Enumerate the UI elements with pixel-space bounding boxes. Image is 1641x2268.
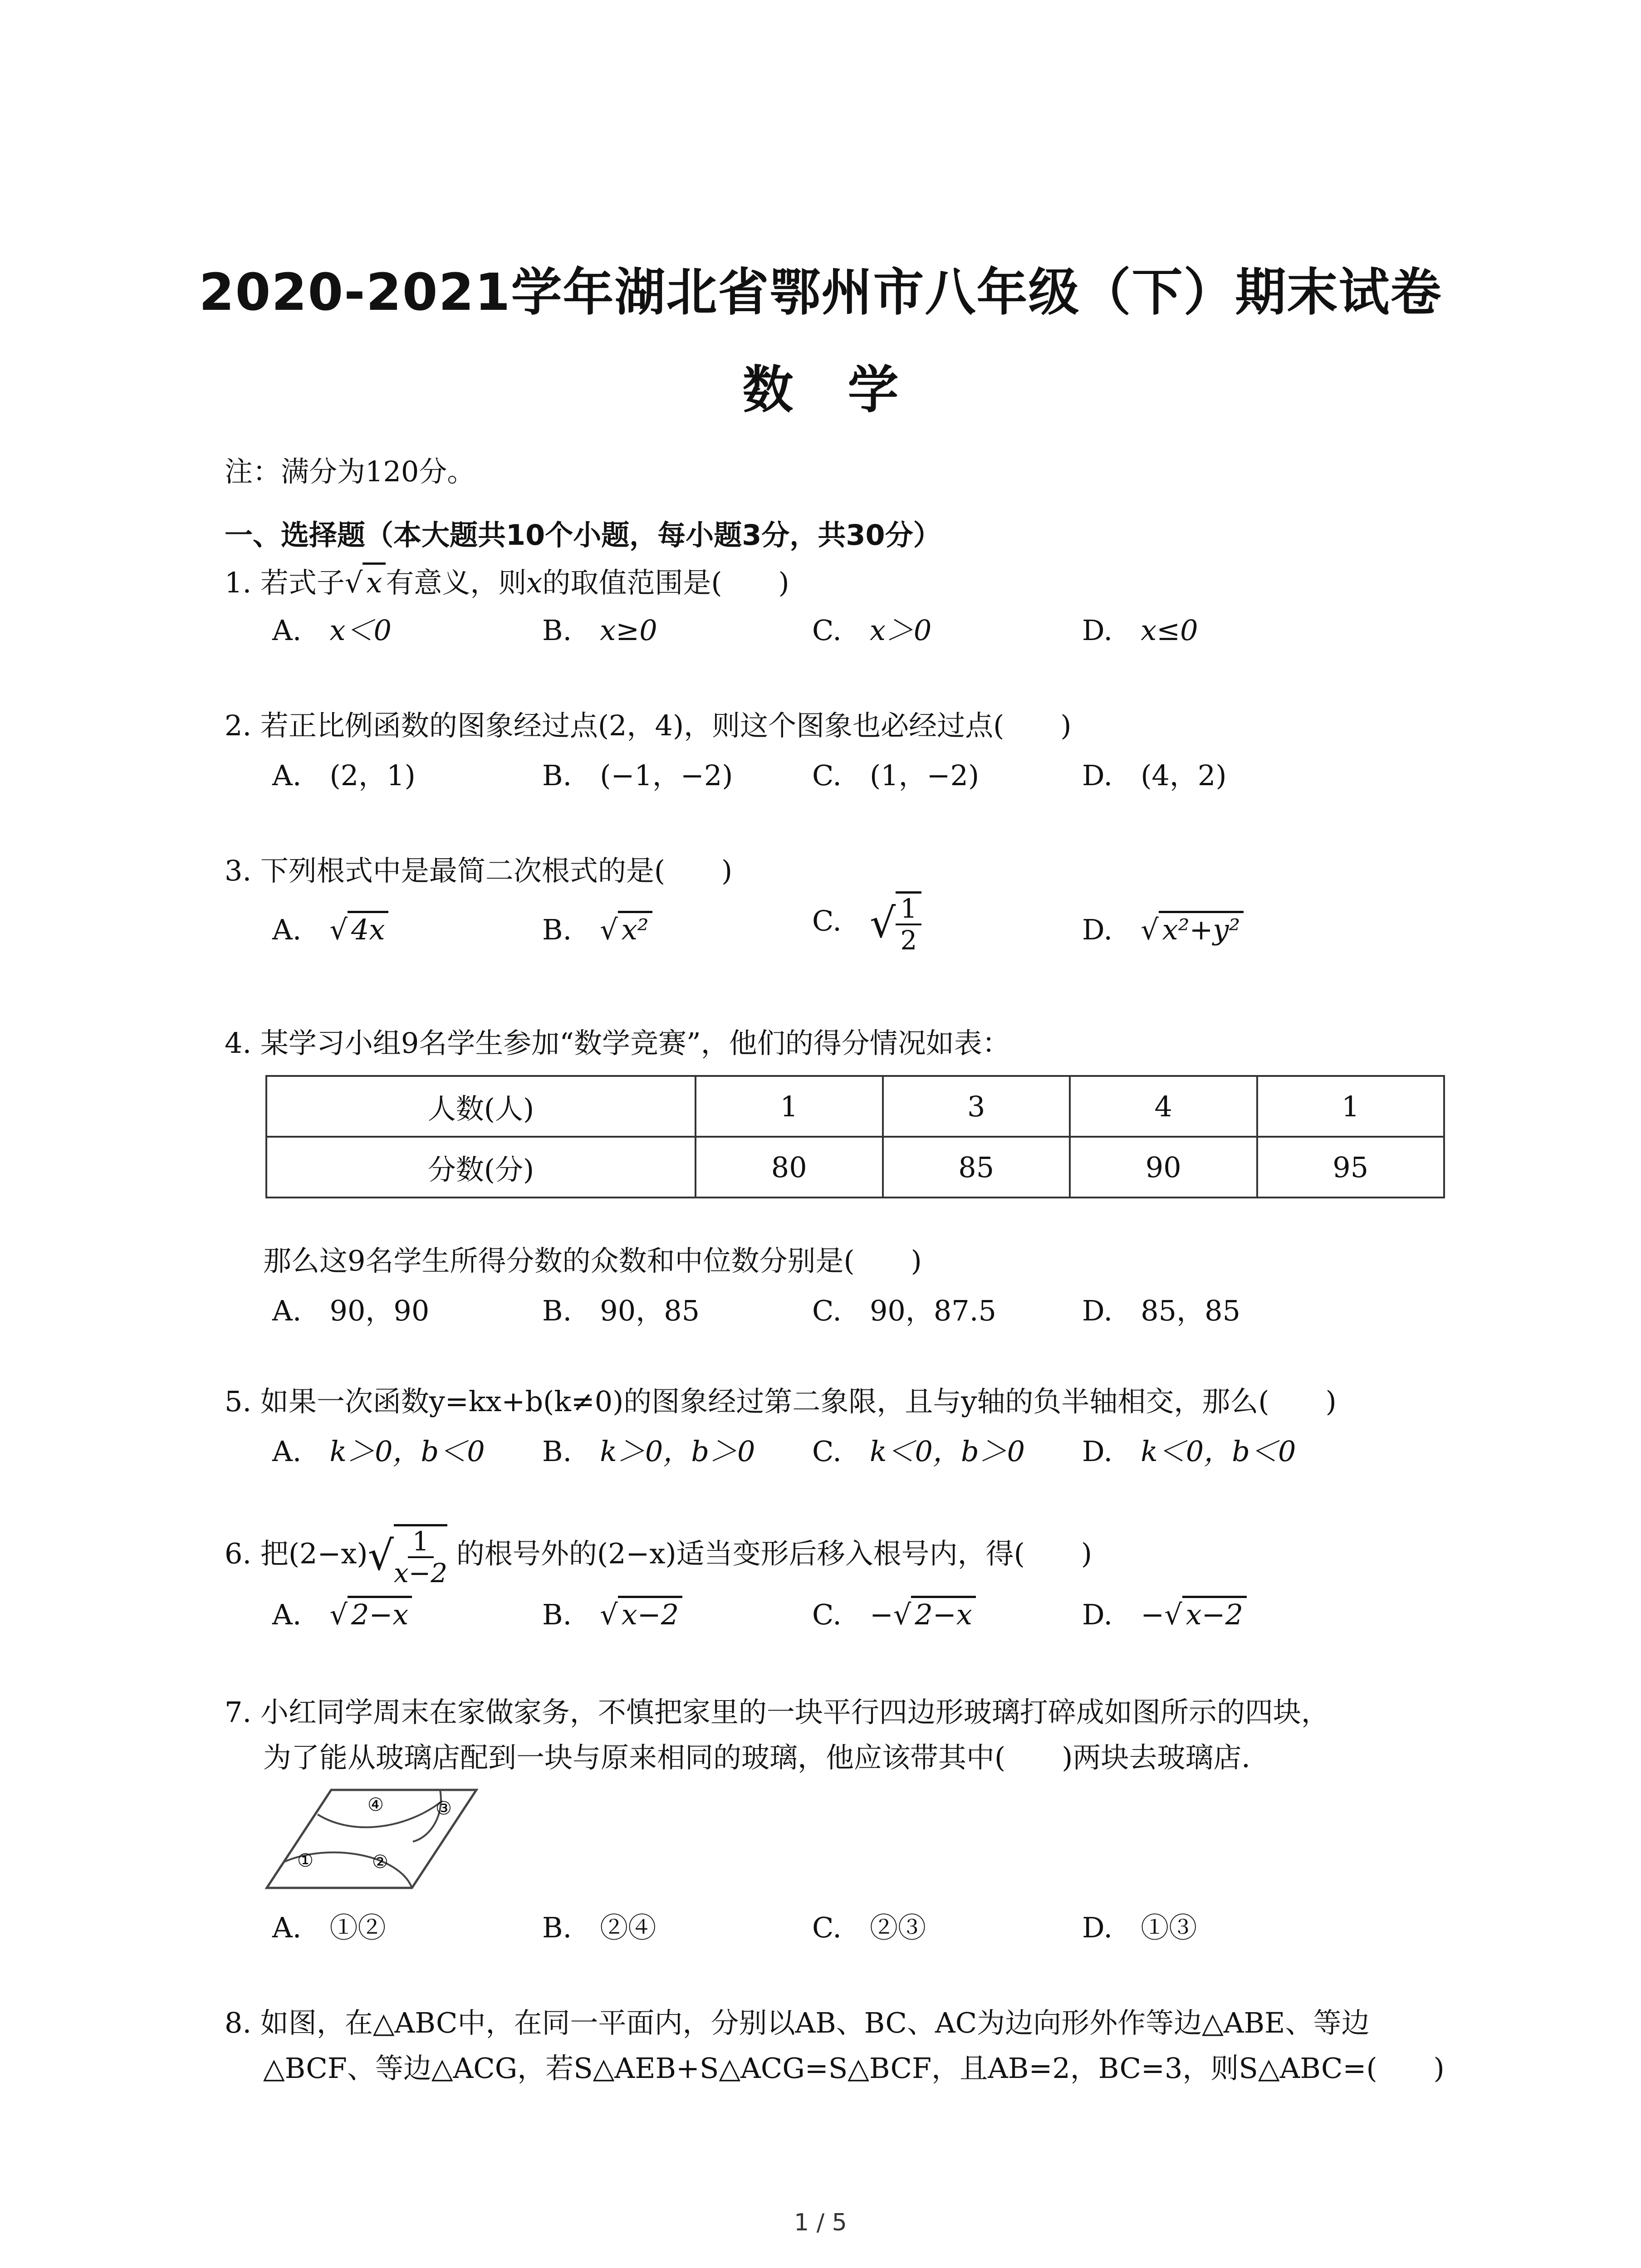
broken-glass-figure <box>263 1787 481 1892</box>
table-cell: 80 <box>696 1137 883 1198</box>
question-5: 5. 如果一次函数y=kx+b(k≠0)的图象经过第二象限，且与y轴的负半轴相交，那么( ) <box>225 1385 1337 1418</box>
question-2: 2. 若正比例函数的图象经过点(2，4)，则这个图象也必经过点( ) <box>225 709 1072 742</box>
q4-option-c[interactable]: C. 90，87.5 <box>812 1294 996 1327</box>
q3-option-a[interactable]: A. √ 4x <box>272 907 388 948</box>
q2-option-c[interactable]: C. (1，−2) <box>812 759 980 792</box>
question-1: 1. 若式子√ x 有意义，则x的取值范围是( ) <box>225 562 789 601</box>
table-cell: 4 <box>1070 1076 1257 1137</box>
section-heading: 一、选择题（本大题共10个小题，每小题3分，共30分） <box>225 518 941 552</box>
question-4-prompt: 那么这9名学生所得分数的众数和中位数分别是( ) <box>263 1244 922 1277</box>
q5-option-c[interactable]: C. k＜0，b＞0 <box>812 1435 1025 1468</box>
table-cell: 1 <box>696 1076 883 1137</box>
table-cell: 95 <box>1257 1137 1445 1198</box>
table-cell: 85 <box>883 1137 1070 1198</box>
q1-option-d[interactable]: D. x≤0 <box>1082 614 1198 647</box>
q1-option-b[interactable]: B. x≥0 <box>542 614 657 647</box>
score-note: 注：满分为120分。 <box>225 455 475 488</box>
q2-option-b[interactable]: B. (−1，−2) <box>542 759 733 792</box>
q3-option-c[interactable]: C. √ $\frac{1}{2}$ <box>812 891 921 955</box>
table-cell: 1 <box>1257 1076 1445 1137</box>
q7-option-a[interactable]: A. ①② <box>272 1911 386 1944</box>
q7-option-b[interactable]: B. ②④ <box>542 1911 656 1944</box>
table-cell: 分数(分) <box>266 1137 696 1198</box>
q5-option-d[interactable]: D. k＜0，b＜0 <box>1082 1435 1296 1468</box>
question-7-line-2: 为了能从玻璃店配到一块与原来相同的玻璃，他应该带其中( )两块去玻璃店． <box>263 1741 1270 1774</box>
q1-option-c[interactable]: C. x＞0 <box>812 614 932 647</box>
table-cell: 人数(人) <box>266 1076 696 1137</box>
question-7-line-1: 7. 小红同学周末在家做家务，不慎把家里的一块平行四边形玻璃打碎成如图所示的四块， <box>225 1696 1329 1729</box>
q6-option-b[interactable]: B. √ x−2 <box>542 1592 682 1633</box>
q6-option-c[interactable]: C. −√ 2−x <box>812 1592 976 1633</box>
page-number: 1 / 5 <box>794 2209 847 2236</box>
table-cell: 3 <box>883 1076 1070 1137</box>
q2-option-a[interactable]: A. (2，1) <box>272 759 416 792</box>
q3-option-b[interactable]: B. √ x² <box>542 907 652 948</box>
q6-option-d[interactable]: D. −√ x−2 <box>1082 1592 1247 1633</box>
question-6: 6. 把(2−x)√ $\frac{1}{x-2}$ 的根号外的(2−x)适当变形后移入根号内，得( ) <box>225 1524 1092 1588</box>
subject-title: 数学 <box>742 361 953 420</box>
question-8-line-1: 8. 如图，在△ABC中，在同一平面内，分别以AB、BC、AC为边向形外作等边△ABE、等边 <box>225 2006 1370 2039</box>
question-4: 4. 某学习小组9名学生参加“数学竞赛”，他们的得分情况如表： <box>225 1026 1010 1060</box>
question-3: 3. 下列根式中是最简二次根式的是( ) <box>225 854 733 887</box>
q4-option-d[interactable]: D. 85，85 <box>1082 1294 1241 1327</box>
page-title: 2020-2021学年湖北省鄂州市八年级（下）期末试卷 <box>199 263 1442 322</box>
q4-option-b[interactable]: B. 90，85 <box>542 1294 700 1327</box>
question-8-line-2: △BCF、等边△ACG，若S△AEB+S△ACG=S△BCF，且AB=2，BC=3，则S△ABC=( ) <box>263 2052 1445 2085</box>
q6-option-a[interactable]: A. √ 2−x <box>272 1592 412 1633</box>
q4-option-a[interactable]: A. 90，90 <box>272 1294 430 1327</box>
q5-option-a[interactable]: A. k＞0，b＜0 <box>272 1435 485 1468</box>
piece-label: ④ <box>367 1794 384 1815</box>
piece-label: ③ <box>436 1798 452 1819</box>
q2-option-d[interactable]: D. (4，2) <box>1082 759 1227 792</box>
table-row <box>266 1137 1444 1198</box>
table-row <box>266 1076 1444 1137</box>
q7-option-d[interactable]: D. ①③ <box>1082 1911 1197 1944</box>
q1-option-a[interactable]: A. x＜0 <box>272 614 392 647</box>
score-table <box>265 1075 1445 1198</box>
piece-label: ① <box>297 1850 314 1871</box>
piece-label: ② <box>372 1852 388 1872</box>
q7-option-c[interactable]: C. ②③ <box>812 1911 926 1944</box>
q3-option-d[interactable]: D. √ x²+y² <box>1082 907 1244 948</box>
q5-option-b[interactable]: B. k＞0，b＞0 <box>542 1435 755 1468</box>
table-cell: 90 <box>1070 1137 1257 1198</box>
